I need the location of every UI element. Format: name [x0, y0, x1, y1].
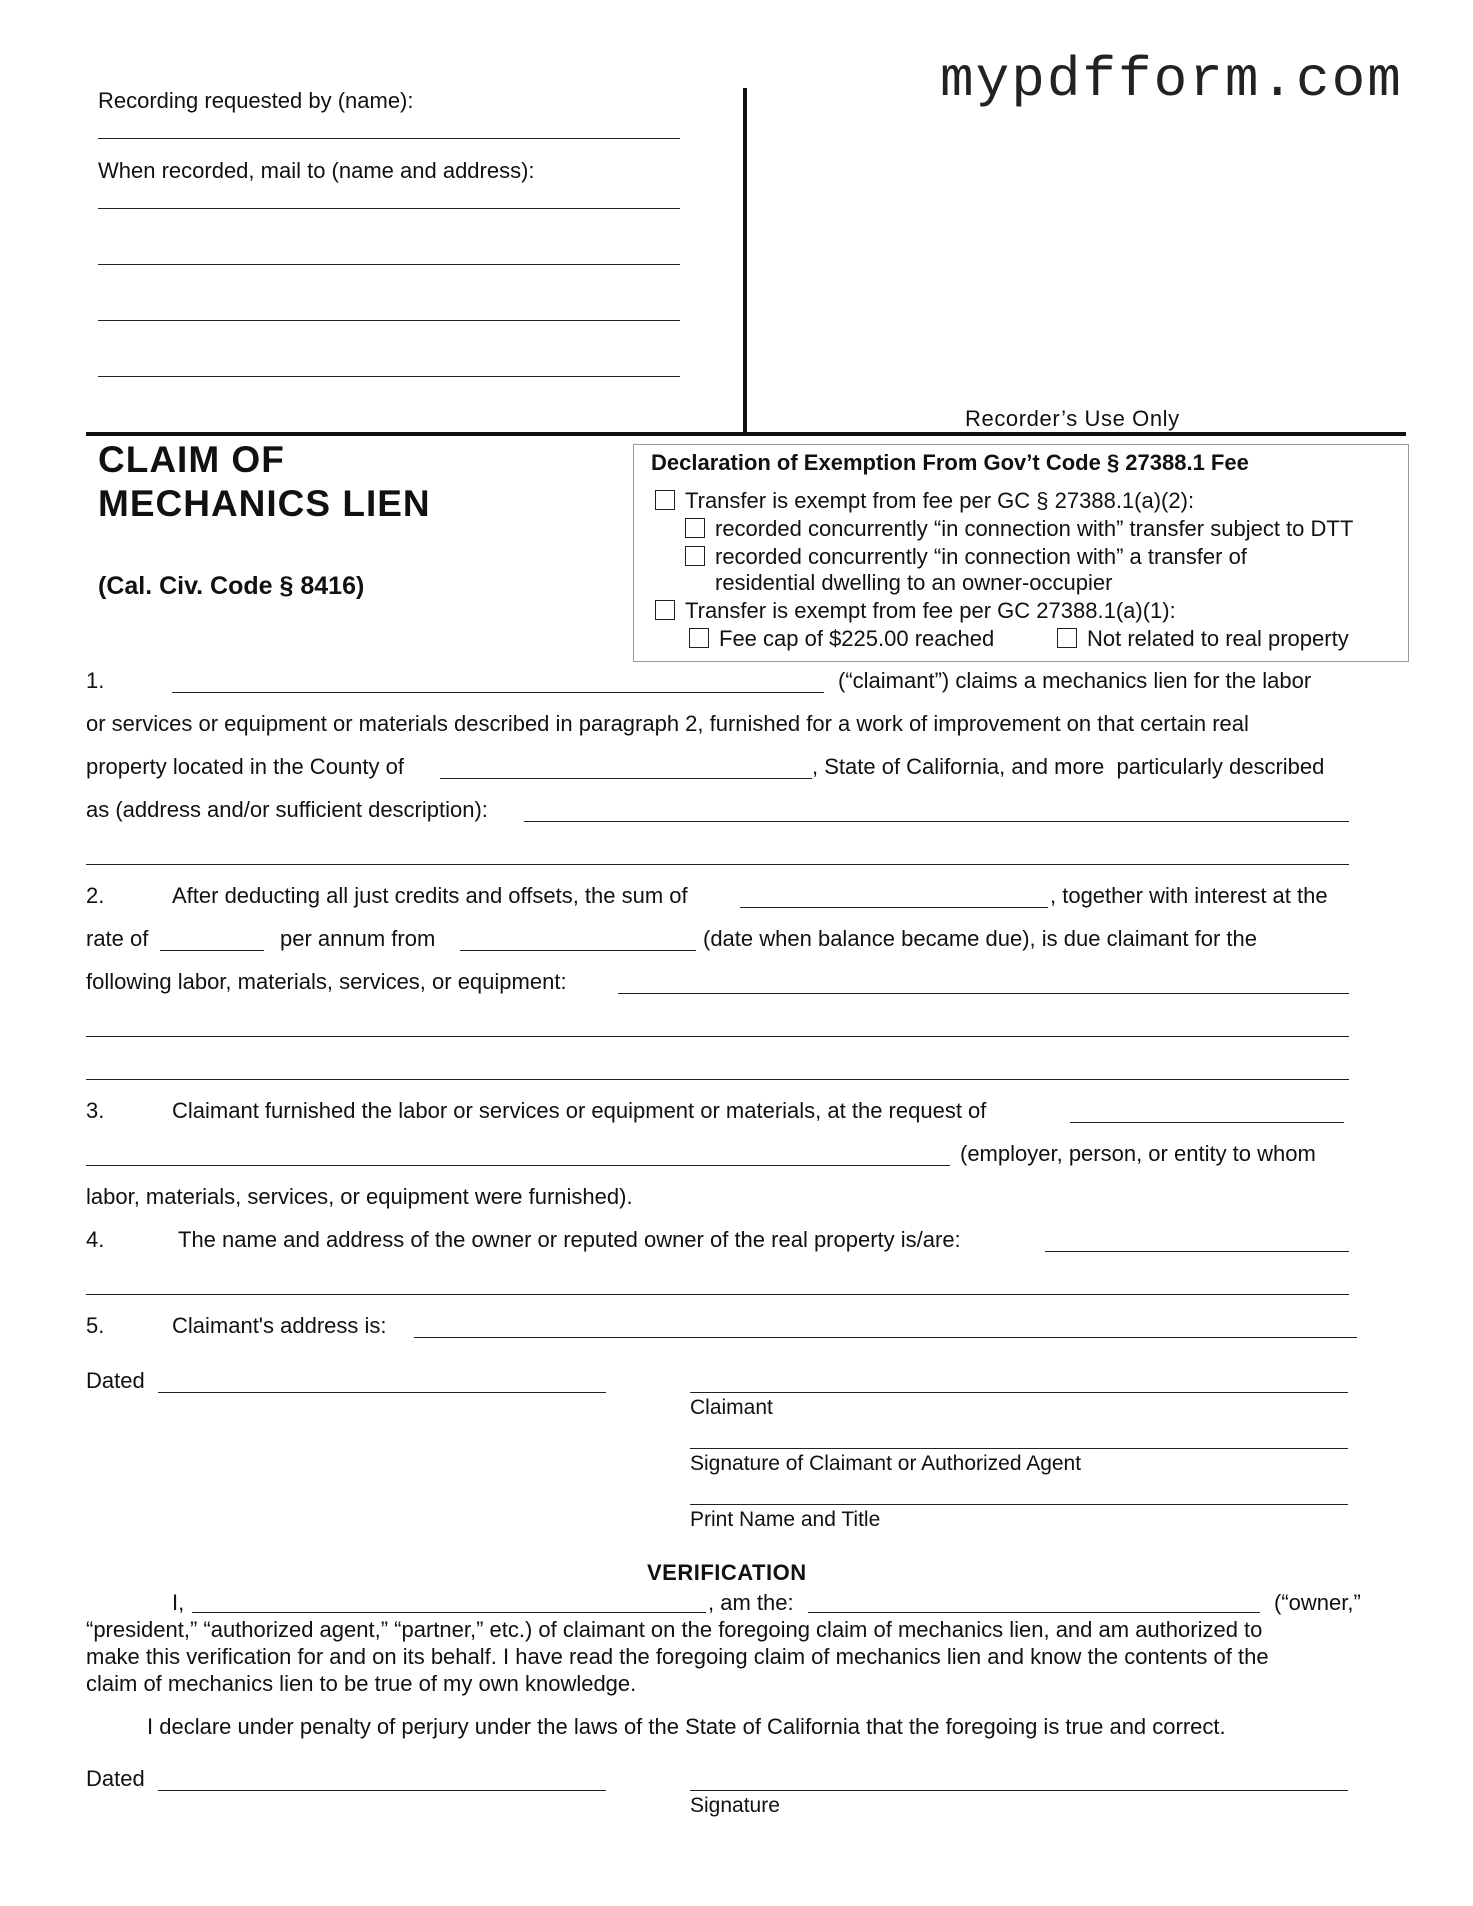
claimant-name-field[interactable]	[172, 692, 824, 693]
exempt-dtt-checkbox[interactable]	[685, 518, 705, 538]
para2-sum-post: , together with interest at the	[1050, 883, 1328, 908]
interest-rate-field[interactable]	[160, 950, 264, 951]
property-description-field-1[interactable]	[524, 821, 1349, 822]
verification-signature-field[interactable]	[690, 1790, 1348, 1791]
para1-county-post: , State of California, and more particularly described	[812, 754, 1325, 779]
not-real-property-label: Not related to real property	[1087, 626, 1349, 651]
owner-name-address-field-2[interactable]	[86, 1294, 1349, 1295]
para5-number: 5.	[86, 1313, 105, 1338]
para2-rate-post: (date when balance became due), is due claimant for the	[703, 926, 1257, 951]
para1-claimant-text: (“claimant”) claims a mechanics lien for the labor	[838, 668, 1312, 693]
form-title-line2: MECHANICS LIEN	[98, 483, 431, 524]
para5-text: Claimant's address is:	[172, 1313, 387, 1338]
fee-cap-label: Fee cap of $225.00 reached	[719, 626, 995, 651]
form-title-line1: CLAIM OF	[98, 439, 285, 480]
mail-to-field-line-1[interactable]	[98, 208, 680, 209]
fee-cap-checkbox[interactable]	[689, 628, 709, 648]
verification-line4: claim of mechanics lien to be true of my own knowledge.	[86, 1671, 637, 1696]
labor-materials-field-3[interactable]	[86, 1079, 1349, 1080]
para1-number: 1.	[86, 668, 105, 693]
verification-i: I,	[172, 1590, 185, 1615]
para4-text: The name and address of the owner or reputed owner of the real property is/are:	[178, 1227, 961, 1252]
recorders-use-only-label: Recorder’s Use Only	[965, 406, 1180, 431]
exempt-a2-label: Transfer is exempt from fee per GC § 27388.1(a)(2):	[685, 488, 1195, 513]
verification-owner-open: (“owner,”	[1274, 1590, 1361, 1615]
exempt-dtt-label: recorded concurrently “in connection with” transfer subject to DTT	[715, 516, 1354, 541]
requested-by-field-1[interactable]	[1070, 1122, 1344, 1123]
labor-materials-field-1[interactable]	[618, 993, 1349, 994]
mail-to-field-line-4[interactable]	[98, 376, 680, 377]
para1-county-pre: property located in the County of	[86, 754, 404, 779]
para1-description-label: as (address and/or sufficient description):	[86, 797, 488, 822]
signature-agent-caption: Signature of Claimant or Authorized Agent	[690, 1452, 1082, 1475]
form-statute: (Cal. Civ. Code § 8416)	[98, 572, 365, 600]
verifier-title-field[interactable]	[808, 1612, 1260, 1613]
para2-number: 2.	[86, 883, 105, 908]
dated-label: Dated	[86, 1368, 145, 1393]
verification-dated-label: Dated	[86, 1766, 145, 1791]
verification-declaration: I declare under penalty of perjury under the laws of the State of California that the foregoing is true and correct.	[147, 1714, 1226, 1739]
para1-line2: or services or equipment or materials described in paragraph 2, furnished for a work of improvement on that certain real	[86, 711, 1249, 736]
recording-requested-label: Recording requested by (name):	[98, 88, 414, 113]
verifier-name-field[interactable]	[192, 1612, 706, 1613]
para4-number: 4.	[86, 1227, 105, 1252]
verification-signature-caption: Signature	[690, 1794, 780, 1817]
exempt-a1-checkbox[interactable]	[655, 600, 675, 620]
verification-line3: make this verification for and on its behalf. I have read the foregoing claim of mechanics lien and know the contents of the	[86, 1644, 1269, 1669]
claimant-address-field[interactable]	[414, 1337, 1357, 1338]
verification-dated-field[interactable]	[158, 1790, 606, 1791]
requested-by-field-2[interactable]	[86, 1165, 950, 1166]
property-description-field-2[interactable]	[86, 864, 1349, 865]
verification-heading: VERIFICATION	[647, 1560, 807, 1585]
sum-field[interactable]	[740, 907, 1048, 908]
dated-field[interactable]	[158, 1392, 606, 1393]
exempt-owner-occupier-label-2: residential dwelling to an owner-occupier	[715, 570, 1113, 595]
mail-to-label: When recorded, mail to (name and address):	[98, 158, 535, 183]
watermark-text: mypdfform.com	[940, 48, 1403, 112]
para2-following: following labor, materials, services, or equipment:	[86, 969, 567, 994]
exempt-owner-occupier-checkbox[interactable]	[685, 546, 705, 566]
verification-am-the: , am the:	[708, 1590, 794, 1615]
labor-materials-field-2[interactable]	[86, 1036, 1349, 1037]
para3-pre: Claimant furnished the labor or services or equipment or materials, at the request of	[172, 1098, 987, 1123]
para2-sum-pre: After deducting all just credits and offsets, the sum of	[172, 883, 688, 908]
recording-requested-field[interactable]	[98, 138, 680, 139]
print-name-title-field[interactable]	[690, 1504, 1348, 1505]
mail-to-field-line-3[interactable]	[98, 320, 680, 321]
verification-line2: “president,” “authorized agent,” “partner,” etc.) of claimant on the foregoing claim of mechanics lien, and am authorized to	[86, 1617, 1263, 1642]
exemption-heading: Declaration of Exemption From Gov’t Code § 27388.1 Fee	[651, 450, 1249, 475]
header-horizontal-rule	[86, 432, 1406, 436]
header-vertical-divider	[743, 88, 747, 434]
para3-employer: (employer, person, or entity to whom	[960, 1141, 1316, 1166]
not-real-property-checkbox[interactable]	[1057, 628, 1077, 648]
exempt-owner-occupier-label-1: recorded concurrently “in connection with” a transfer of	[715, 544, 1247, 569]
exempt-a2-checkbox[interactable]	[655, 490, 675, 510]
para2-rate-pre: rate of	[86, 926, 149, 951]
para3-number: 3.	[86, 1098, 105, 1123]
county-field[interactable]	[440, 778, 812, 779]
signature-agent-field[interactable]	[690, 1448, 1348, 1449]
claimant-caption: Claimant	[690, 1396, 773, 1419]
balance-due-date-field[interactable]	[460, 950, 696, 951]
para3-line3: labor, materials, services, or equipment were furnished).	[86, 1184, 633, 1209]
claimant-field[interactable]	[690, 1392, 1348, 1393]
mail-to-field-line-2[interactable]	[98, 264, 680, 265]
exempt-a1-label: Transfer is exempt from fee per GC 27388.1(a)(1):	[685, 598, 1176, 623]
print-name-title-caption: Print Name and Title	[690, 1508, 881, 1531]
para2-rate-mid: per annum from	[280, 926, 436, 951]
owner-name-address-field-1[interactable]	[1045, 1251, 1349, 1252]
